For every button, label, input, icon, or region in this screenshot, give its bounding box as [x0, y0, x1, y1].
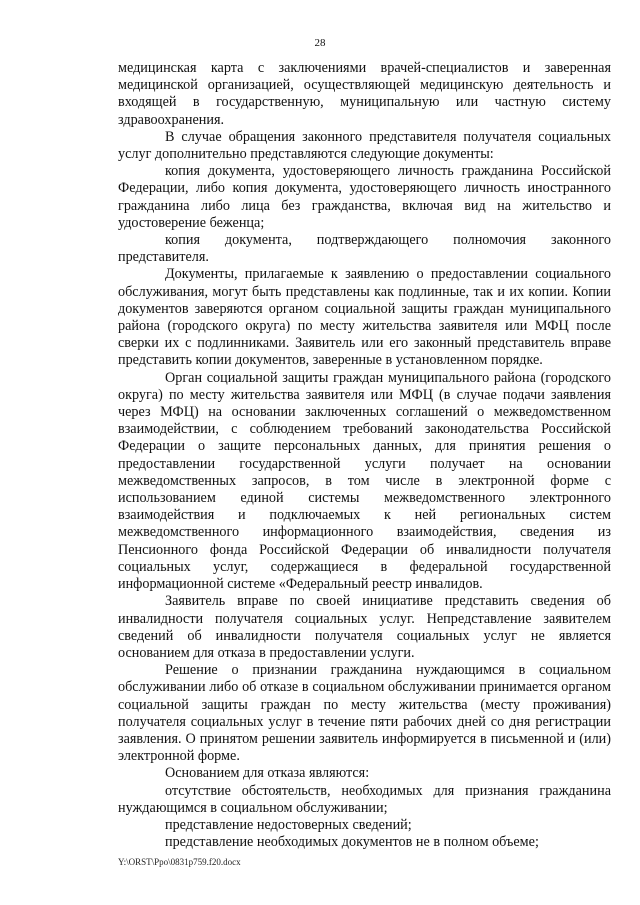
paragraph-authority-document: копия документа, подтверждающего полномочия законного представителя.	[118, 232, 611, 266]
paragraph-medical-card: медицинская карта с заключениями врачей-специалистов и заверенная медицинской организацией, осуществляющей медицинскую деятельность и входящей в государственную, муниципальную или частную систему здравоохранения.	[118, 60, 611, 128]
paragraph-refusal-ground-3: представление необходимых документов не в полном объеме;	[165, 834, 539, 851]
paragraph-refusal-ground-2: представление недостоверных сведений;	[165, 816, 412, 833]
paragraph-document-copies: Документы, прилагаемые к заявлению о предоставлении социального обслуживания, могут быть представлены как подлинные, так и их копии. Копии документов заверяются органом социальной защиты граждан муниципального района (городского округа) по месту жительства заявителя или МФЦ после сверки их с подлинниками. Заявитель или его законный представитель вправе представить копии документов, заверенные в установленном порядке.	[118, 266, 611, 369]
document-body	[118, 60, 611, 851]
paragraph-identity-document: копия документа, удостоверяющего личность гражданина Российской Федерации, либо копия документа, удостоверяющего личность иностранного гражданина либо лица без гражданства, включая вид на жительство и удостоверение беженца;	[118, 163, 611, 231]
paragraph-interagency-requests: Орган социальной защиты граждан муниципального района (городского округа) по месту жительства заявителя или МФЦ (в случае подачи заявления через МФЦ) на основании заключенных соглашений о межведомственном взаимодействии, с соблюдением требований законодательства Российской Федерации о защите персональных данных, для принятия решения о предоставлении государственной услуги получает на основании межведомственных запросов, в том числе в электронной форме с использованием единой системы межведомственного электронного взаимодействия и подключаемых к ней региональных систем межведомственного информационного взаимодействия, сведения из Пенсионного фонда Российской Федерации об инвалидности получателя социальных услуг, содержащиеся в федеральной государственной информационной системе «Федеральный реестр инвалидов.	[118, 369, 611, 593]
file-path-footer: Y:\ORST\Ppo\0831p759.f20.docx	[118, 857, 241, 867]
paragraph-legal-representative: В случае обращения законного представителя получателя социальных услуг дополнительно представляются следующие документы:	[118, 128, 611, 163]
paragraph-decision: Решение о признании гражданина нуждающимся в социальном обслуживании либо об отказе в социальном обслуживании принимается органом социальной защиты граждан по месту жительства (месту проживания) получателя социальных услуг в течение пяти рабочих дней со дня регистрации заявления. О принятом решении заявитель информируется в письменной и (или) электронной форме.	[118, 662, 611, 765]
page-number: 28	[314, 37, 326, 49]
paragraph-refusal-ground-1: отсутствие обстоятельств, необходимых для признания гражданина нуждающимся в социальном обслуживании;	[118, 782, 611, 816]
paragraph-disability-info: Заявитель вправе по своей инициативе представить сведения об инвалидности получателя социальных услуг. Непредставление заявителем сведений об инвалидности получателя социальных услуг не является основанием для отказа в предоставлении услуги.	[118, 593, 611, 661]
paragraph-refusal-grounds-heading: Основанием для отказа являются:	[165, 765, 370, 782]
